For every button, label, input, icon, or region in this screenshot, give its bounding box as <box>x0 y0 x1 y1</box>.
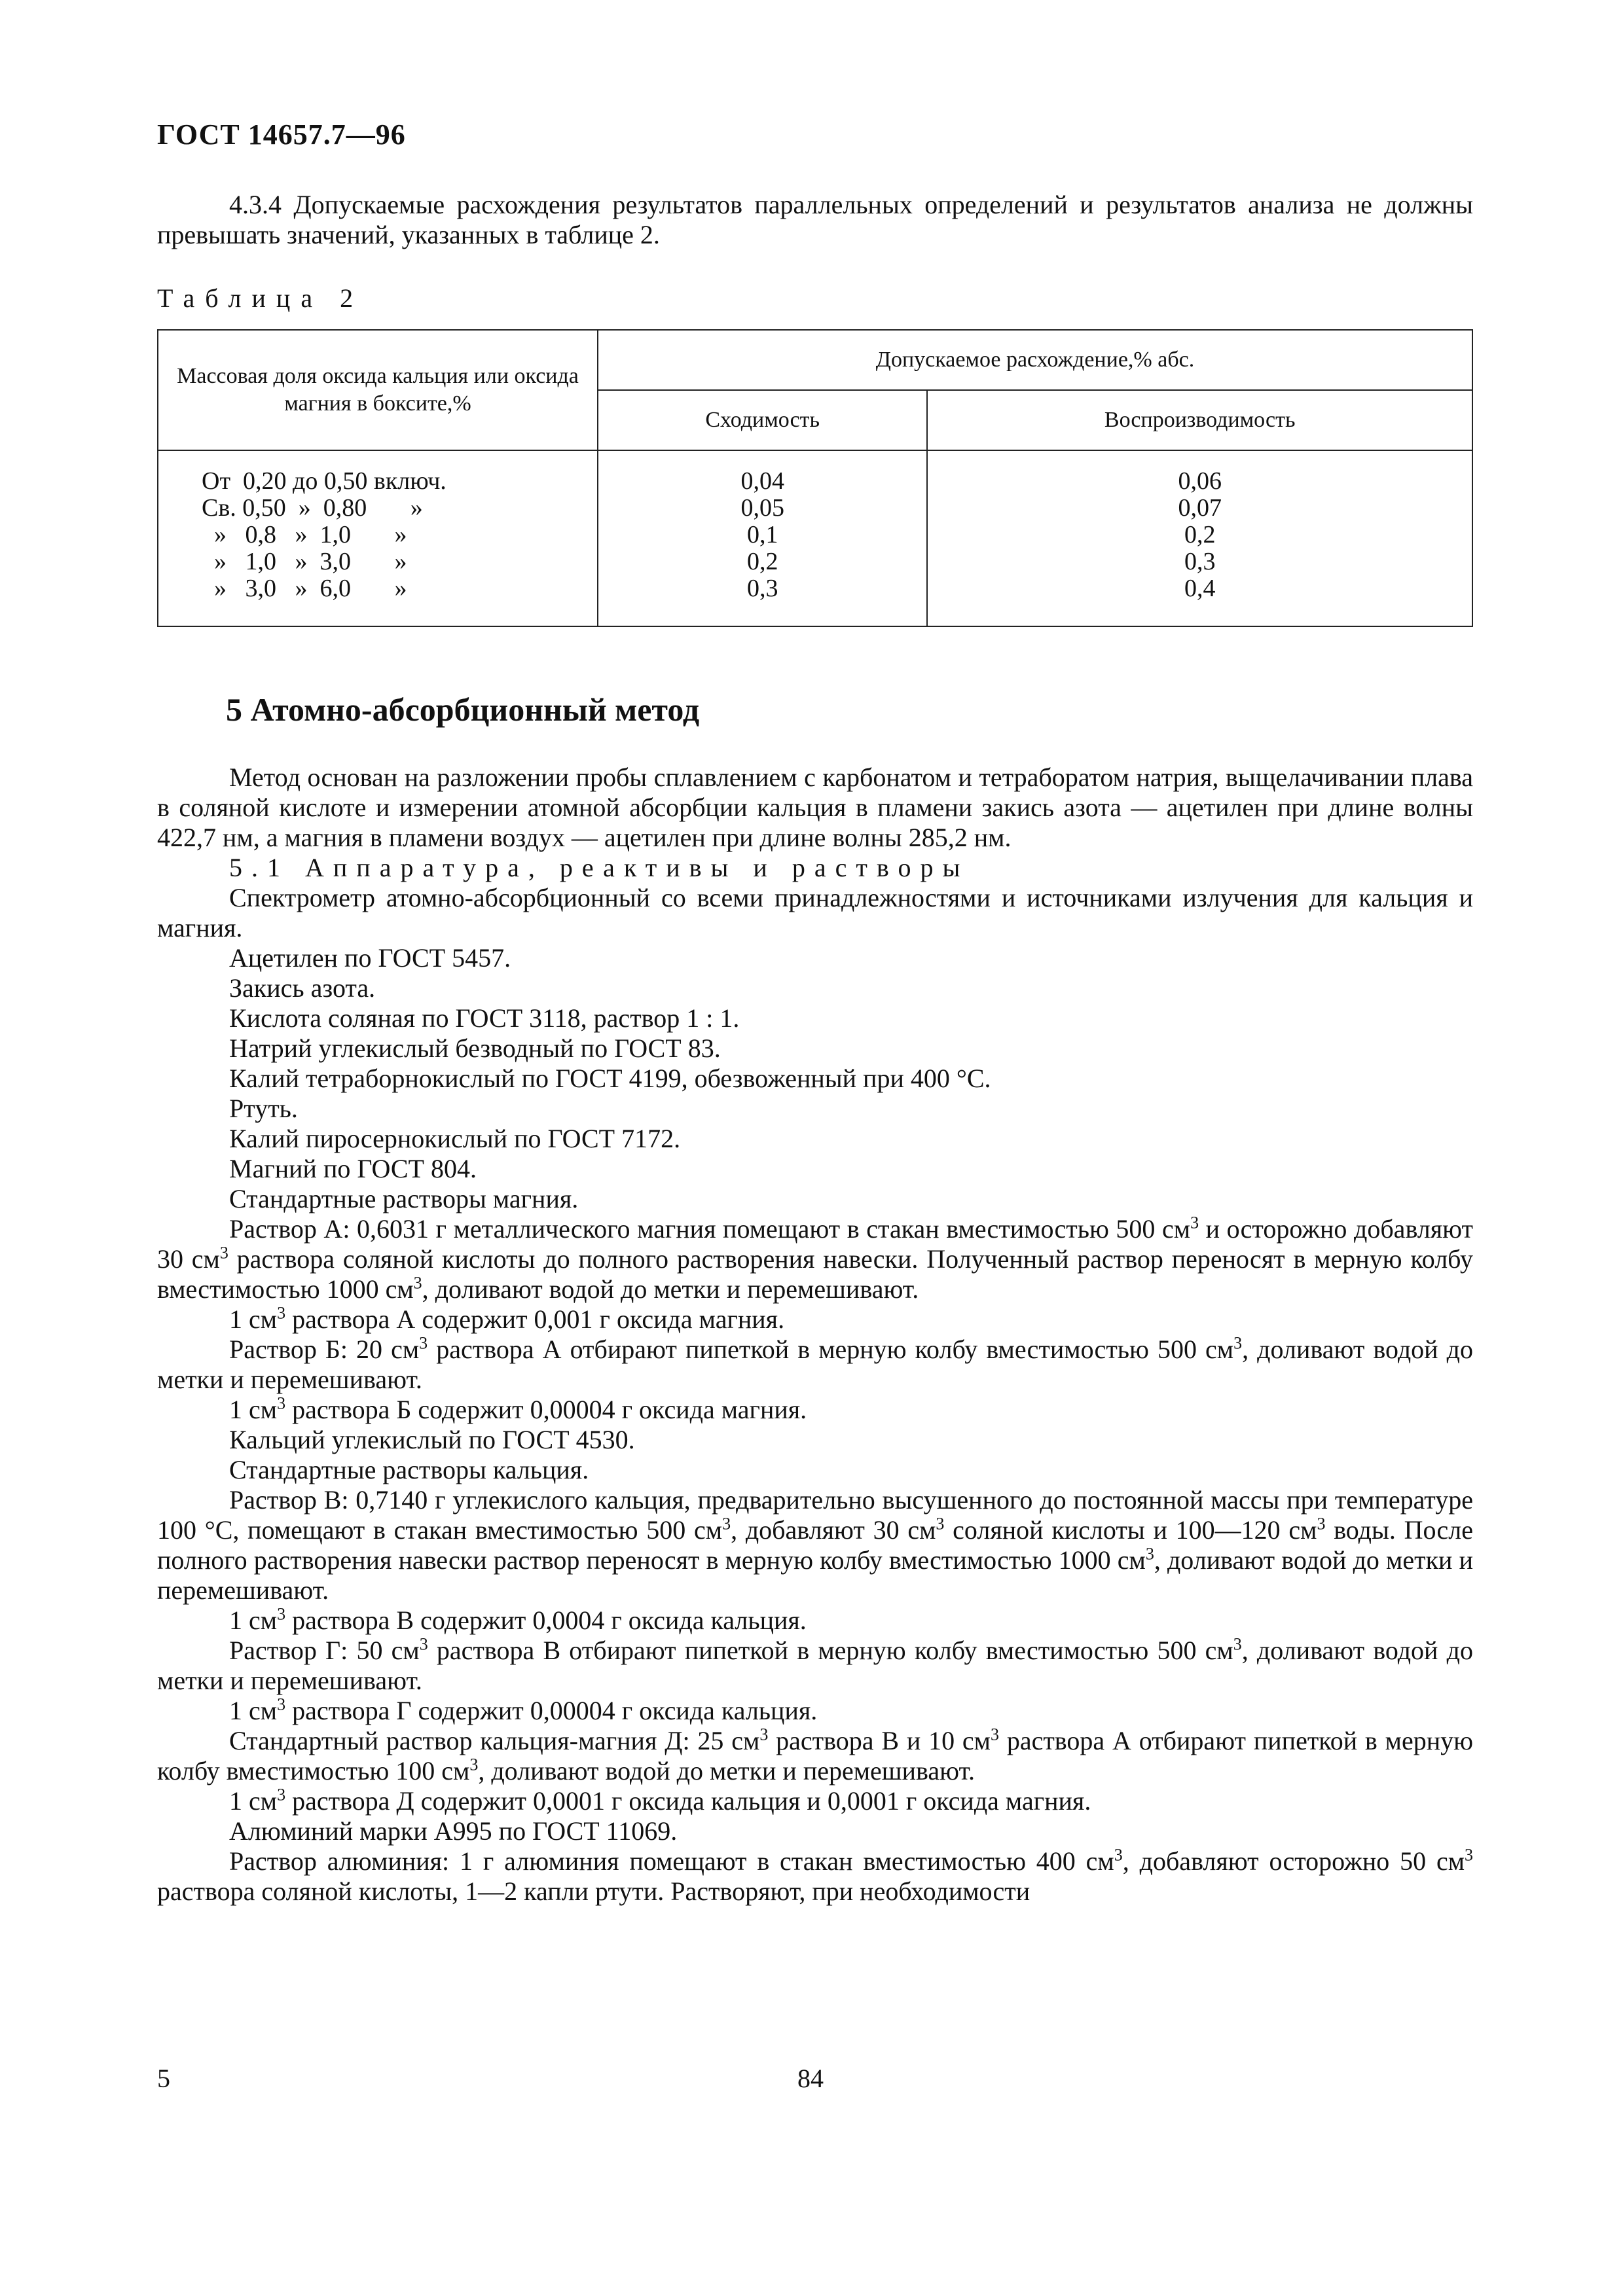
footer-page-number: 84 <box>797 2064 824 2093</box>
convergence-column <box>598 450 927 626</box>
reagent-item: Калий тетраборнокислый по ГОСТ 4199, обезвоженный при 400 °С. <box>229 1064 991 1093</box>
section-body <box>157 762 1473 1907</box>
col-header-convergence: Сходимость <box>598 390 927 450</box>
solution-a-content: 1 $см^3$ раствора А содержит 0,001 г оксида магния. <box>229 1303 785 1334</box>
convergence-cell: 0,04 <box>740 467 784 495</box>
convergence-cell: 0,2 <box>746 548 778 575</box>
reagent-item: Ацетилен по ГОСТ 5457. <box>229 943 511 973</box>
solution-g-content: 1 $см^3$ раствора Г содержит 0,00004 г оксида кальция. <box>229 1695 818 1725</box>
subsection-title: 5.1 Аппаратура, реактивы и растворы <box>229 853 970 882</box>
document-header: ГОСТ 14657.7—96 <box>157 118 406 151</box>
convergence-cell: 0,1 <box>746 521 778 548</box>
solution-a-text: Раствор А: 0,6031 г металлического магния помещают в стакан вместимостью 500 $см^3$ и осторожно добавляют 30 $см^3$ раствора соляной кислоты до полного растворения навески. Полученный раствор переносят в мерную колбу вместимостью 1000 $см^3$, доливают водой до метки и перемешивают. <box>157 1213 1473 1304</box>
solution-b-text: Раствор Б: 20 $см^3$ раствора А отбирают пипеткой в мерную колбу вместимостью 500 $см^3$, доливают водой до метки и перемешивают. <box>157 1333 1473 1394</box>
range-cell: » 0,8 » 1,0 » <box>202 521 407 548</box>
reagent-item: Кальций углекислый по ГОСТ 4530. <box>229 1425 635 1454</box>
reagent-item: Ртуть. <box>229 1094 298 1123</box>
convergence-cell: 0,05 <box>740 494 784 522</box>
solution-d-text: Стандартный раствор кальция-магния Д: 25 $см^3$ раствора В и 10 $см^3$ раствора А отбирают пипеткой в мерную колбу вместимостью 100 $см^3$, доливают водой до метки и перемешивают. <box>157 1725 1474 1785</box>
solution-g-text: Раствор Г: 50 $см^3$ раствора В отбирают пипеткой в мерную колбу вместимостью 500 $см^3$, доливают водой до метки и перемешивают. <box>157 1634 1473 1695</box>
aluminium-solution-text: Раствор алюминия: 1 г алюминия помещают в стакан вместимостью 400 $см^3$, добавляют осторожно 50 $см^3$ раствора соляной кислоты, 1—2 капли ртути. Растворяют, при необходимости <box>157 1845 1474 1906</box>
reagent-item: Калий пиросернокислый по ГОСТ 7172. <box>229 1124 681 1153</box>
reagent-item: Алюминий марки А995 по ГОСТ 11069. <box>229 1816 678 1846</box>
reproducibility-cell: 0,07 <box>1178 494 1222 522</box>
footer-page-marker: 5 <box>157 2064 170 2093</box>
clause-4-3-4: 4.3.4 Допускаемые расхождения результатов параллельных определений и результатов анализа не должны превышать значений, указанных в таблице 2. <box>157 190 1473 249</box>
range-cell: От 0,20 до 0,50 включ. <box>202 467 447 495</box>
reagent-item: Закись азота. <box>229 973 376 1003</box>
reagent-item: Кислота соляная по ГОСТ 3118, раствор 1 : 1. <box>229 1003 740 1033</box>
convergence-cell: 0,3 <box>746 575 778 602</box>
range-column <box>158 450 598 626</box>
reproducibility-cell: 0,3 <box>1184 548 1216 575</box>
col-header-mass-fraction: Массовая доля оксида кальция или оксида магния в боксите,% <box>158 330 598 450</box>
reagent-item: Магний по ГОСТ 804. <box>229 1154 477 1183</box>
reagent-item: Спектрометр атомно-абсорбционный со всеми принадлежностями и источниками излучения для кальция и магния. <box>157 883 1473 942</box>
reproducibility-column <box>927 450 1472 626</box>
reagent-item: Стандартные растворы магния. <box>229 1184 579 1213</box>
solution-b-content: 1 $см^3$ раствора Б содержит 0,00004 г оксида магния. <box>229 1393 807 1424</box>
solution-v-text: Раствор В: 0,7140 г углекислого кальция, предварительно высушенного до постоянной массы при температуре 100 °С, помещают в стакан вместимостью 500 $см^3$, добавляют 30 $см^3$ соляной кислоты и 100—120 $см^3$ воды. После полного растворения навески раствор переносят в мерную колбу вместимостью 1000 $см^3$, доливают водой до метки и перемешивают. <box>157 1485 1473 1605</box>
col-header-allowed-deviation: Допускаемое расхождение,% абс. <box>598 330 1472 390</box>
solution-d-content: 1 $см^3$ раствора Д содержит 0,0001 г оксида кальция и 0,0001 г оксида магния. <box>229 1785 1091 1816</box>
table-body-row <box>158 450 1472 626</box>
reproducibility-cell: 0,06 <box>1178 467 1222 495</box>
section-title: 5 Атомно-абсорбционный метод <box>226 691 700 728</box>
method-description: Метод основан на разложении пробы сплавлением с карбонатом и тетраборатом натрия, выщелачивании плава в соляной кислоте и измерении атомной абсорбции кальция в пламени закись азота — ацетилен при длине волны 422,7 нм, а магния в пламени воздух — ацетилен при длине волны 285,2 нм. <box>157 762 1473 852</box>
range-cell: Св. 0,50 » 0,80 » <box>202 494 423 522</box>
table-caption: Таблица 2 <box>157 283 364 313</box>
reproducibility-cell: 0,2 <box>1184 521 1216 548</box>
solution-v-content: 1 $см^3$ раствора В содержит 0,0004 г оксида кальция. <box>229 1604 807 1635</box>
col-header-reproducibility: Воспроизводимость <box>927 390 1472 450</box>
reproducibility-cell: 0,4 <box>1184 575 1216 602</box>
reagent-item: Стандартные растворы кальция. <box>229 1455 589 1484</box>
tolerance-table <box>157 329 1473 627</box>
reagent-item: Натрий углекислый безводный по ГОСТ 83. <box>229 1033 721 1063</box>
range-cell: » 1,0 » 3,0 » <box>202 548 407 575</box>
range-cell: » 3,0 » 6,0 » <box>202 575 407 602</box>
